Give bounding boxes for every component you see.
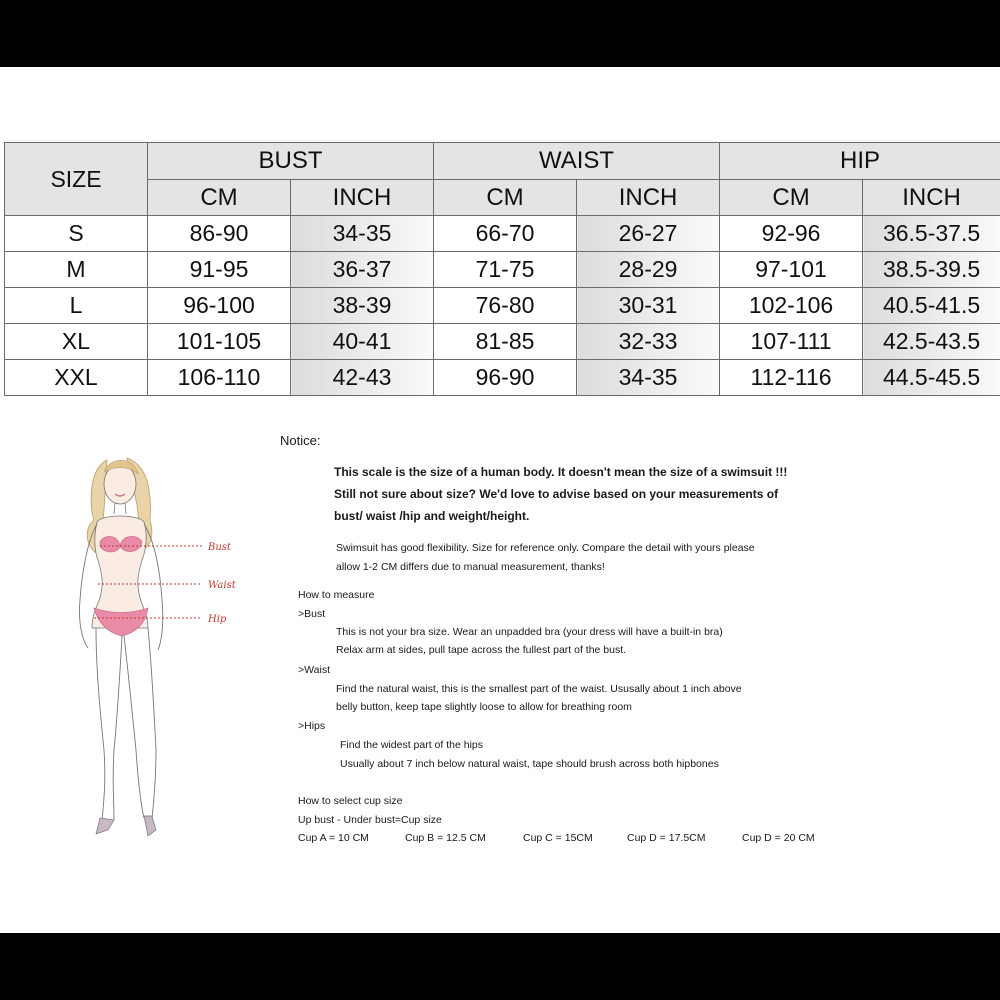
- size-header: SIZE: [5, 143, 148, 216]
- waist-heading: >Waist: [298, 664, 330, 676]
- measurement-cell: 112-116: [720, 360, 863, 396]
- unit-header: INCH: [863, 180, 1000, 216]
- woman-silhouette-icon: [52, 450, 252, 850]
- table-row: [5, 360, 1000, 396]
- bottom-black-bar: [0, 933, 1000, 1000]
- cup-value: Cup D = 20 CM: [742, 832, 815, 844]
- measurement-cell: 30-31: [577, 288, 720, 324]
- measurement-cell: 96-90: [434, 360, 577, 396]
- bust-header: BUST: [148, 143, 434, 180]
- hips-line: Find the widest part of the hips: [340, 739, 483, 751]
- measurement-cell: 40-41: [291, 324, 434, 360]
- unit-header: INCH: [291, 180, 434, 216]
- waist-line: belly button, keep tape slightly loose to allow for breathing room: [336, 701, 632, 713]
- measurement-cell: 76-80: [434, 288, 577, 324]
- measurement-cell: 97-101: [720, 252, 863, 288]
- measurement-cell: 40.5-41.5: [863, 288, 1000, 324]
- measurement-cell: 32-33: [577, 324, 720, 360]
- notice-bold-line: bust/ waist /hip and weight/height.: [334, 509, 530, 523]
- bust-heading: >Bust: [298, 608, 326, 620]
- measurement-cell: 106-110: [148, 360, 291, 396]
- measurement-cell: 36-37: [291, 252, 434, 288]
- measurement-cell: 38.5-39.5: [863, 252, 1000, 288]
- size-cell: XL: [5, 324, 148, 360]
- cup-formula: Up bust - Under bust=Cup size: [298, 814, 442, 826]
- measurement-cell: 101-105: [148, 324, 291, 360]
- size-cell: M: [5, 252, 148, 288]
- measurement-cell: 81-85: [434, 324, 577, 360]
- table-row: [5, 324, 1000, 360]
- how-to-measure-heading: How to measure: [298, 589, 375, 601]
- measurement-cell: 34-35: [291, 216, 434, 252]
- flex-line: Swimsuit has good flexibility. Size for reference only. Compare the detail with yours please: [336, 542, 755, 554]
- measurement-cell: 91-95: [148, 252, 291, 288]
- table-row: [5, 288, 1000, 324]
- measurement-cell: 28-29: [577, 252, 720, 288]
- cup-value: Cup A = 10 CM: [298, 832, 369, 844]
- hip-header: HIP: [720, 143, 1000, 180]
- bust-label: Bust: [208, 542, 231, 553]
- measurement-cell: 38-39: [291, 288, 434, 324]
- notice-bold-line: Still not sure about size? We'd love to advise based on your measurements of: [334, 487, 779, 501]
- table-row: [5, 216, 1000, 252]
- cup-value: Cup C = 15CM: [523, 832, 593, 844]
- cup-size-heading: How to select cup size: [298, 795, 403, 807]
- size-chart-table: [4, 142, 1000, 396]
- hips-heading: >Hips: [298, 720, 326, 732]
- hips-line: Usually about 7 inch below natural waist, tape should brush across both hipbones: [340, 758, 719, 770]
- cup-value: Cup D = 17.5CM: [627, 832, 706, 844]
- measurement-cell: 34-35: [577, 360, 720, 396]
- notice-bold-line: This scale is the size of a human body. It doesn't mean the size of a swimsuit !!!: [334, 465, 788, 479]
- table-row: [5, 252, 1000, 288]
- measurement-cell: 36.5-37.5: [863, 216, 1000, 252]
- body-figure-illustration: [52, 450, 252, 850]
- unit-header: INCH: [577, 180, 720, 216]
- unit-header: CM: [720, 180, 863, 216]
- measurement-cell: 42-43: [291, 360, 434, 396]
- measurement-cell: 71-75: [434, 252, 577, 288]
- measurement-cell: 96-100: [148, 288, 291, 324]
- size-cell: XXL: [5, 360, 148, 396]
- waist-header: WAIST: [434, 143, 720, 180]
- measurement-cell: 86-90: [148, 216, 291, 252]
- measurement-cell: 107-111: [720, 324, 863, 360]
- notice-title: Notice:: [280, 433, 321, 448]
- unit-header: CM: [148, 180, 291, 216]
- size-cell: S: [5, 216, 148, 252]
- bust-line: This is not your bra size. Wear an unpadded bra (your dress will have a built-in bra): [336, 626, 723, 638]
- waist-line: Find the natural waist, this is the smallest part of the waist. Ususally about 1 inch above: [336, 683, 742, 695]
- waist-label: Waist: [208, 580, 236, 591]
- bust-line: Relax arm at sides, pull tape across the fullest part of the bust.: [336, 644, 627, 656]
- size-cell: L: [5, 288, 148, 324]
- top-black-bar: [0, 0, 1000, 67]
- measurement-cell: 44.5-45.5: [863, 360, 1000, 396]
- unit-header: CM: [434, 180, 577, 216]
- flex-line: allow 1-2 CM differs due to manual measurement, thanks!: [336, 561, 605, 573]
- measurement-cell: 66-70: [434, 216, 577, 252]
- measurement-cell: 42.5-43.5: [863, 324, 1000, 360]
- hip-label: Hip: [208, 614, 227, 625]
- measurement-cell: 102-106: [720, 288, 863, 324]
- measurement-cell: 92-96: [720, 216, 863, 252]
- measurement-cell: 26-27: [577, 216, 720, 252]
- cup-value: Cup B = 12.5 CM: [405, 832, 486, 844]
